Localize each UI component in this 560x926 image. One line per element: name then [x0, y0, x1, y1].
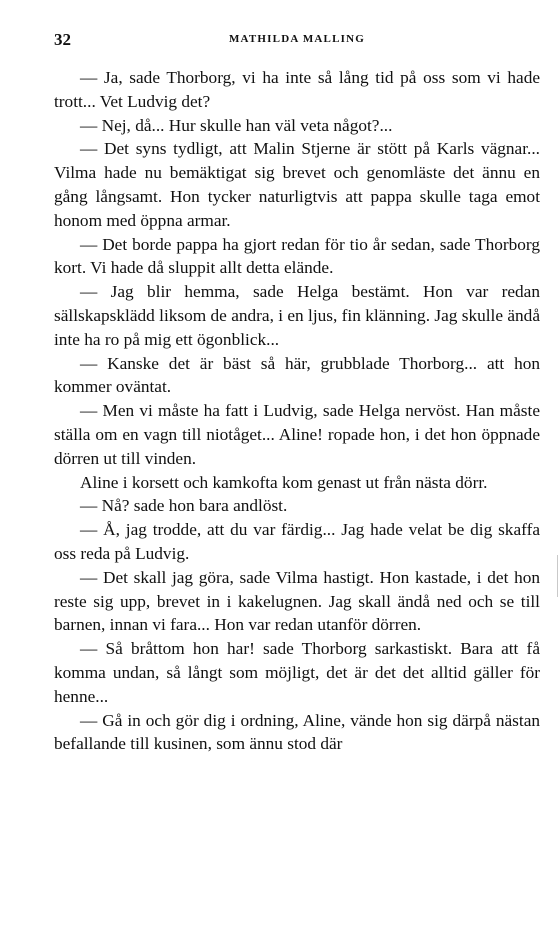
paragraph: — Ja, sade Thorborg, vi ha inte så lång tid på oss som vi hade trott... Vet Ludvig det? — [54, 68, 540, 111]
page-edge-mark — [557, 555, 558, 597]
paragraph: — Det skall jag göra, sade Vilma hastigt. Hon kastade, i det hon reste sig upp, brevet in i kakelugnen. Jag skall ändå ned och se till barnen, innan vi fara... Hon var redan utanför dörren. — [54, 567, 540, 635]
paragraph: — Det syns tydligt, att Malin Stjerne är stött på Karls vägnar... Vilma hade nu bemäktigat sig brevet och genomläste det ännu en gång långsamt. Hon tycker naturligtvis att pappa skulle taga emot honom med öppna armar. — [54, 139, 540, 230]
running-head — [54, 30, 540, 50]
running-title: MATHILDA MALLING — [228, 33, 366, 45]
page-number: 32 — [54, 30, 71, 49]
paragraph: — Nå? sade hon bara andlöst. — [80, 496, 288, 516]
paragraph: — Men vi måste ha fatt i Ludvig, sade Helga nervöst. Han måste ställa om en vagn till niotåget... Aline! ropade hon, i det hon öppnade dörren ut till vinden. — [54, 401, 540, 468]
paragraph: Aline i korsett och kamkofta kom genast ut från nästa dörr. — [80, 472, 488, 492]
paragraph: — Å, jag trodde, att du var färdig... Jag hade velat be dig skaffa oss reda på Ludvig. — [54, 520, 540, 563]
body-text — [54, 66, 540, 756]
paragraph: — Gå in och gör dig i ordning, Aline, vände hon sig därpå nästan befallande till kusinen, som ännu stod där — [54, 710, 540, 754]
paragraph: — Jag blir hemma, sade Helga bestämt. Hon var redan sällskapsklädd liksom de andra, i en ljus, fin klänning. Jag skulle ändå inte ha ro på mig ett ögonblick... — [54, 282, 540, 349]
paragraph: — Det borde pappa ha gjort redan för tio år sedan, sade Thorborg kort. Vi hade då sluppit allt detta elände. — [54, 234, 540, 278]
paragraph: — Så bråttom hon har! sade Thorborg sarkastiskt. Bara att få komma undan, så långt som möjligt, det är det det alltid gäller för henne... — [54, 639, 540, 706]
paragraph: — Nej, då... Hur skulle han väl veta något?... — [80, 115, 393, 135]
paragraph: — Kanske det är bäst så här, grubblade Thorborg... att hon kommer oväntat. — [54, 353, 540, 397]
